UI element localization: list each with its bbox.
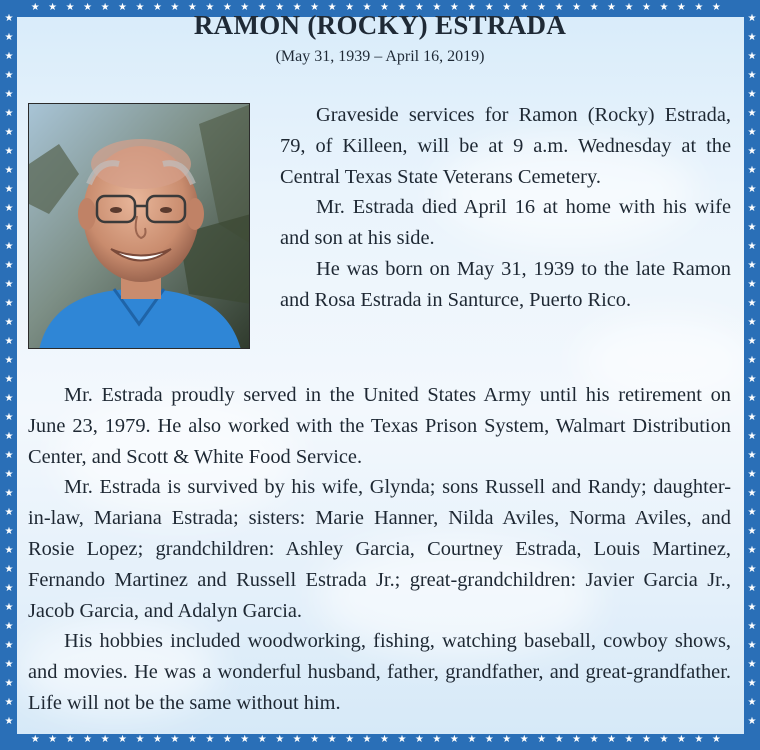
paragraph-birth: He was born on May 31, 1939 to the late Ramon and Rosa Estrada in Santurce, Puerto Rico.	[280, 257, 731, 311]
paragraph-service-history: Mr. Estrada proudly served in the United States Army until his retirement on June 23, 1979. He also worked with the Texas Prison System, Walmart Distribution Center, and Scott & White Food Service.	[28, 384, 731, 468]
paragraph-services: Graveside services for Ramon (Rocky) Estrada, 79, of Killeen, will be at 9 a.m. Wednesday at the Central Texas State Veterans Cemetery.	[280, 104, 731, 188]
obituary-life-dates: (May 31, 1939 – April 16, 2019)	[275, 48, 485, 65]
paragraph-hobbies: His hobbies included woodworking, fishing, watching baseball, cowboy shows, and movies. He was a wonderful husband, father, grandfather, and great-grandfather. Life will not be the same without him.	[28, 630, 731, 714]
star-border-right: ★ ★ ★ ★ ★ ★ ★ ★ ★ ★ ★ ★ ★ ★ ★ ★ ★ ★ ★ ★ ★ ★ ★ ★ ★ ★ ★ ★ ★ ★ ★ ★ ★ ★ ★ ★ ★ ★	[747, 14, 757, 727]
portrait-photo	[28, 103, 250, 349]
star-border-bottom: ★★★★★★★★★★★★★★★★★★★★★★★★★★★★★★★★★★★★★★★★	[30, 735, 730, 745]
star-border-left: ★ ★ ★ ★ ★ ★ ★ ★ ★ ★ ★ ★ ★ ★ ★ ★ ★ ★ ★ ★ ★ ★ ★ ★ ★ ★ ★ ★ ★ ★ ★ ★ ★ ★ ★ ★ ★ ★	[4, 14, 14, 727]
obituary-main-text	[28, 380, 731, 719]
paragraph-death: Mr. Estrada died April 16 at home with his wife and son at his side.	[280, 196, 731, 250]
obituary-name-heading: RAMON (ROCKY) ESTRADA	[193, 10, 567, 40]
obituary-intro-text	[280, 100, 731, 316]
star-border-top: ★★★★★★★★★★★★★★★★★★★★★★★★★★★★★★★★★★★★★★★★	[30, 3, 730, 13]
paragraph-survivors: Mr. Estrada is survived by his wife, Glynda; sons Russell and Randy; daughter-in-law, Mariana Estrada; sisters: Marie Hanner, Nilda Aviles, Norma Aviles, and Rosie Lopez; grandchildren: Ashley Garcia, Courtney Estrada, Louis Martinez, Fernando Martinez and Russell Estrada Jr.; great-grandchildren: Javier Garcia Jr., Jacob Garcia, and Adalyn Garcia.	[28, 476, 731, 622]
